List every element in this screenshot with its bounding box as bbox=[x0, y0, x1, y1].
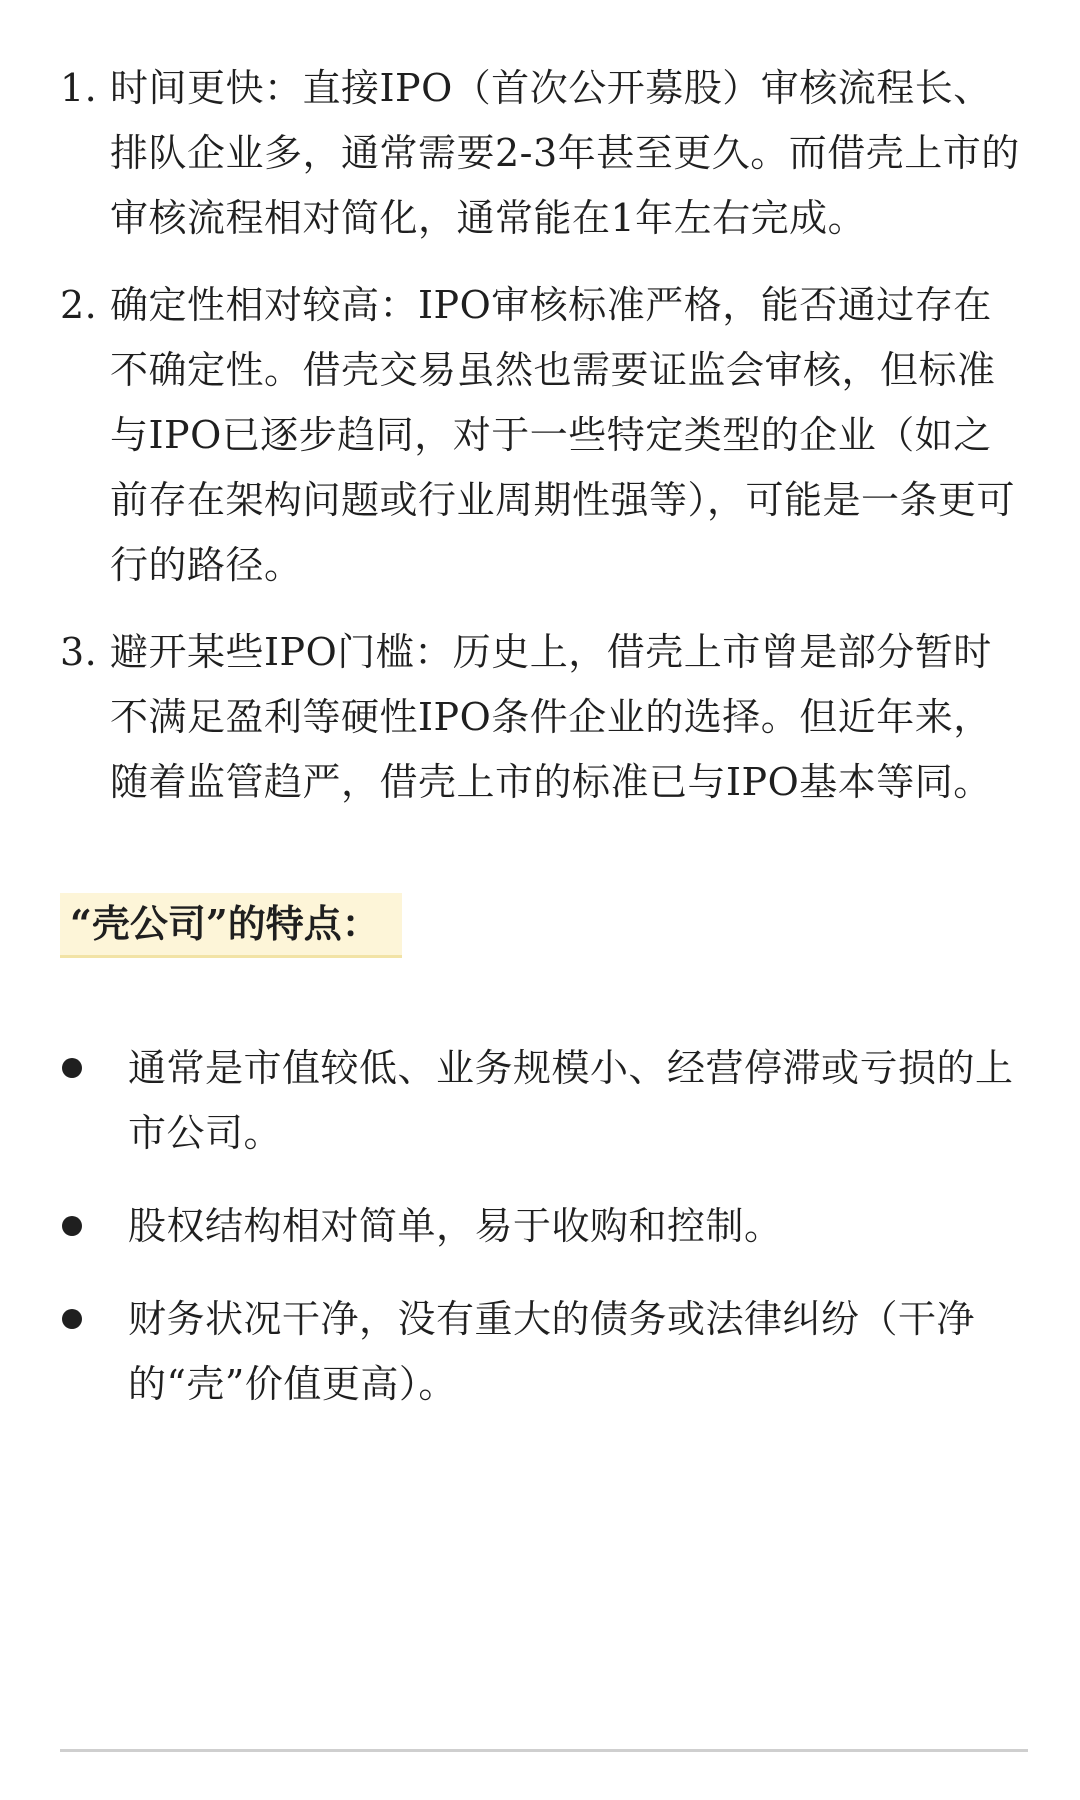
list-item-text: 避开某些IPO门槛：历史上，借壳上市曾是部分暂时不满足盈利等硬性IPO条件企业的选择。但近年来，随着监管趋严，借壳上市的标准已与IPO基本等同。 bbox=[110, 630, 992, 804]
list-item-text: 财务状况干净，没有重大的债务或法律纠纷（干净的“壳”价值更高）。 bbox=[128, 1297, 976, 1406]
advantages-list bbox=[60, 56, 1028, 815]
list-item-text: 股权结构相对简单，易于收购和控制。 bbox=[128, 1204, 783, 1248]
list-item-text: 时间更快：直接IPO（首次公开募股）审核流程长、排队企业多，通常需要2-3年甚至更久。而借壳上市的审核流程相对简化，通常能在1年左右完成。 bbox=[110, 66, 1020, 240]
list-item bbox=[60, 56, 1028, 251]
section-heading-container bbox=[60, 893, 1028, 958]
section-divider bbox=[60, 1749, 1028, 1752]
list-number: 3. bbox=[60, 630, 98, 674]
list-number: 1. bbox=[60, 66, 98, 110]
article-body bbox=[60, 56, 1028, 1445]
list-item bbox=[60, 1287, 1028, 1417]
list-item bbox=[60, 273, 1028, 598]
bullet-icon bbox=[62, 1309, 82, 1329]
list-item bbox=[60, 1036, 1028, 1166]
list-item bbox=[60, 1194, 1028, 1259]
shell-features-list bbox=[60, 1036, 1028, 1417]
bullet-icon bbox=[62, 1058, 82, 1078]
bullet-icon bbox=[62, 1216, 82, 1236]
list-item-text: 通常是市值较低、业务规模小、经营停滞或亏损的上市公司。 bbox=[128, 1046, 1014, 1155]
list-number: 2. bbox=[60, 283, 98, 327]
list-item bbox=[60, 620, 1028, 815]
list-item-text: 确定性相对较高：IPO审核标准严格，能否通过存在不确定性。借壳交易虽然也需要证监会审核，但标准与IPO已逐步趋同，对于一些特定类型的企业（如之前存在架构问题或行业周期性强等），可能是一条更可行的路径。 bbox=[110, 283, 1016, 587]
section-heading: “壳公司”的特点： bbox=[60, 893, 402, 958]
